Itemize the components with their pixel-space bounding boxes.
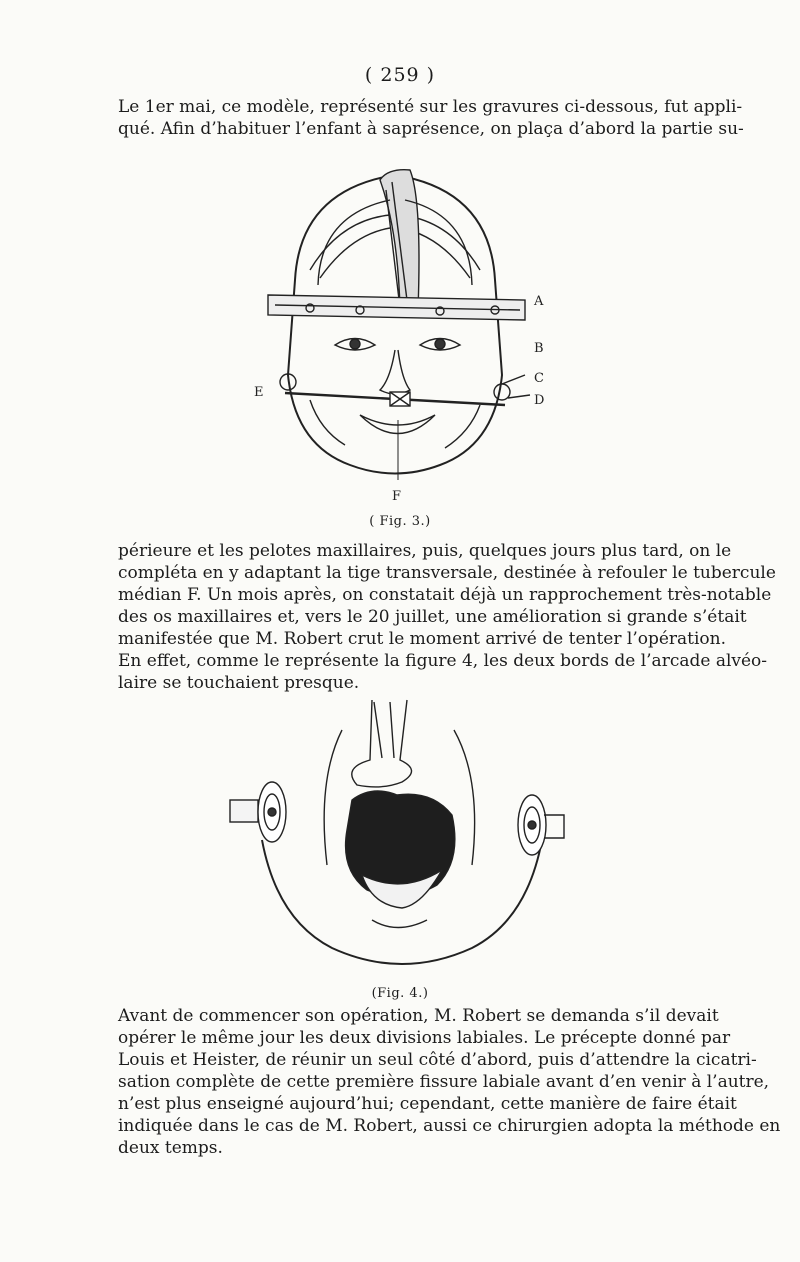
paragraph-2-line: médian F. Un mois après, on constatait déjà un rapprochement très-notable bbox=[118, 585, 772, 605]
figure-3-label-a: A bbox=[534, 294, 544, 309]
paragraph-2-line: manifestée que M. Robert crut le moment arrivé de tenter l’opération. bbox=[118, 629, 727, 649]
figure-3-label-f: F bbox=[392, 489, 402, 504]
figure-4-engraving bbox=[222, 690, 582, 970]
paragraph-1-line: qué. Afin d’habituer l’enfant à saprésence, on plaça d’abord la partie su- bbox=[118, 119, 744, 139]
figure-3-illustration bbox=[240, 160, 550, 510]
paragraph-3-line: sation complète de cette première fissure labiale avant d’en venir à l’autre, bbox=[118, 1072, 770, 1092]
paragraph-2-line: laire se touchaient presque. bbox=[118, 673, 360, 693]
page-number: ( 259 ) bbox=[364, 64, 436, 86]
paragraph-2-line: En effet, comme le représente la figure 4, les deux bords de l’arcade alvéo- bbox=[118, 651, 768, 671]
figure-4-illustration bbox=[222, 690, 582, 970]
figure-4-caption: (Fig. 4.) bbox=[371, 986, 429, 1001]
paragraph-2 bbox=[118, 540, 776, 694]
paragraph-2-line: compléta en y adaptant la tige transversale, destinée à refouler le tubercule bbox=[118, 563, 776, 583]
paragraph-3-line: n’est plus enseigné aujourd’hui; cependant, cette manière de faire était bbox=[118, 1094, 737, 1114]
figure-3-engraving bbox=[240, 160, 550, 510]
paragraph-3-line: Louis et Heister, de réunir un seul côté d’abord, puis d’attendre la cicatri- bbox=[118, 1050, 757, 1070]
figure-3-label-c: C bbox=[534, 371, 544, 386]
paragraph-1 bbox=[118, 96, 744, 140]
paragraph-3-line: indiquée dans le cas de M. Robert, aussi ce chirurgien adopta la méthode en bbox=[118, 1116, 781, 1136]
paragraph-3-line: deux temps. bbox=[118, 1138, 223, 1158]
figure-3-label-b: B bbox=[534, 341, 544, 356]
paragraph-1-line: Le 1er mai, ce modèle, représenté sur les gravures ci-dessous, fut appli- bbox=[118, 97, 743, 117]
figure-3-caption: ( Fig. 3.) bbox=[369, 514, 431, 529]
paragraph-2-line: des os maxillaires et, vers le 20 juillet, une amélioration si grande s’était bbox=[118, 607, 747, 627]
paragraph-2-line: périeure et les pelotes maxillaires, puis, quelques jours plus tard, on le bbox=[118, 541, 732, 561]
paragraph-3-line: opérer le même jour les deux divisions labiales. Le précepte donné par bbox=[118, 1028, 731, 1048]
figure-3-label-e: E bbox=[254, 385, 264, 400]
paragraph-3-line: Avant de commencer son opération, M. Robert se demanda s’il devait bbox=[118, 1006, 719, 1026]
paragraph-3 bbox=[118, 1005, 781, 1159]
figure-3-label-d: D bbox=[534, 393, 545, 408]
